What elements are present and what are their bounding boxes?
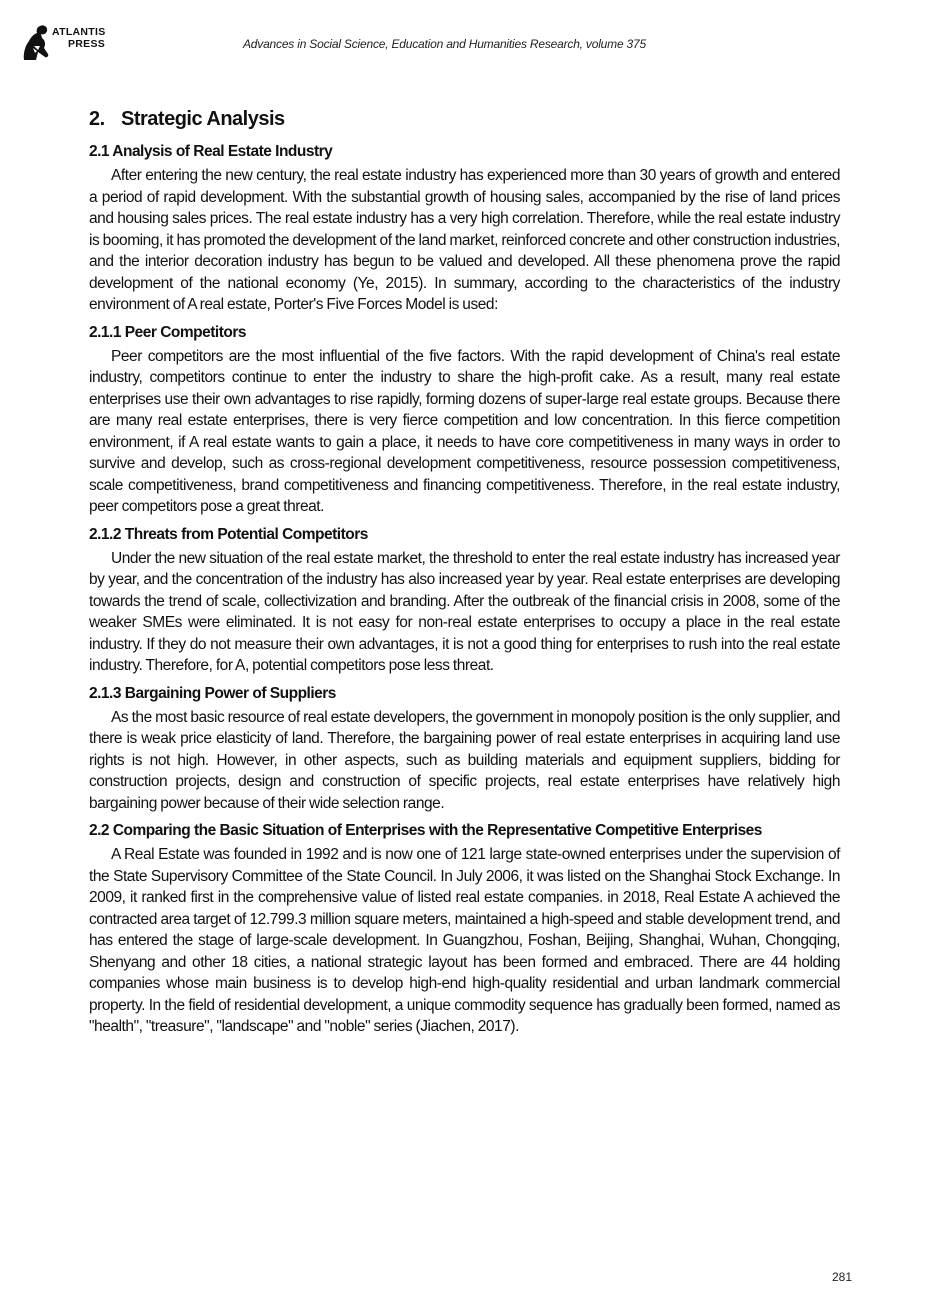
publisher-logo bbox=[22, 24, 122, 64]
paragraph: After entering the new century, the real estate industry has experienced more than 30 years of growth and entered a period of rapid development. With the substantial growth of housing sales, accompanied by the rise of land prices and housing sales prices. The real estate industry has a very high correlation. Therefore, while the real estate industry is booming, it has promoted the development of the land market, reinforced concrete and other construction industries, and the interior decoration industry has begun to be valued and developed. All these phenomena prove the rapid development of the national economy (Ye, 2015). In summary, according to the characteristics of the industry environment of A real estate, Porter's Five Forces Model is used: bbox=[89, 167, 840, 313]
paragraph: Peer competitors are the most influential of the five factors. With the rapid development of China's real estate industry, competitors continue to enter the industry to share the high-profit cake. As a result, many real estate enterprises use their own advantages to rise rapidly, forming dozens of super-large real estate groups. Because there are many real estate enterprises, there is very fierce competition and low concentration. In this fierce competition environment, if A real estate wants to gain a place, it needs to have core competitiveness in many ways in order to survive and develop, such as cross-regional development competitiveness, resource possession competitiveness, scale competitiveness, brand competitiveness and financing competitiveness. Therefore, in the real estate industry, peer competitors pose a great threat. bbox=[89, 347, 840, 515]
paragraph: Under the new situation of the real estate market, the threshold to enter the real estate industry has increased year by year, and the concentration of the industry has also increased year by year. Real estate enterprises are developing towards the trend of scale, collectivization and branding. After the outbreak of the financial crisis in 2008, some of the weaker SMEs were eliminated. It is not easy for non-real estate enterprises to occupy a place in the real estate industry. If they do not measure their own advantages, it is not a good thing for enterprises to rush into the real estate industry. Therefore, for A, potential competitors pose less threat. bbox=[89, 549, 840, 674]
paragraph: A Real Estate was founded in 1992 and is now one of 121 large state-owned enterprises under the supervision of the State Supervisory Committee of the State Council. In July 2006, it was listed on the Shanghai Stock Exchange. In 2009, it ranked first in the comprehensive value of listed real estate companies. in 2018, Real Estate A achieved the contracted area target of 12.799.3 million square meters, maintained a high-speed and stable development trend, and has entered the stage of large-scale development. In Guangzhou, Foshan, Beijing, Shanghai, Wuhan, Chongqing, Shenyang and other 18 cities, a national strategic layout has been formed and embraced. There are 44 holding companies whose main business is to develop high-end high-quality residential and urban landmark commercial property. In the field of residential development, a unique commodity sequence has gradually been formed, named as "health", "treasure", "landscape" and "noble" series (Jiachen, 2017). bbox=[89, 846, 840, 1035]
section-title bbox=[89, 108, 840, 131]
section-number: 2. bbox=[89, 108, 105, 130]
page-body bbox=[89, 108, 840, 1046]
subsection-heading: 2.1.1 Peer Competitors bbox=[89, 323, 246, 341]
subsection-heading: 2.1.3 Bargaining Power of Suppliers bbox=[89, 684, 336, 702]
subsection-heading: 2.1.2 Threats from Potential Competitors bbox=[89, 525, 368, 543]
logo-line-1: ATLANTIS bbox=[52, 26, 106, 38]
running-head: Advances in Social Science, Education and Humanities Research, volume 375 bbox=[243, 37, 646, 51]
thinker-silhouette-icon bbox=[22, 24, 52, 62]
subsection-heading: 2.2 Comparing the Basic Situation of Enterprises with the Representative Competitive Enterprises bbox=[89, 822, 762, 839]
subsection-heading: 2.1 Analysis of Real Estate Industry bbox=[89, 143, 333, 160]
logo-line-2: PRESS bbox=[68, 38, 106, 50]
page-number: 281 bbox=[832, 1270, 853, 1284]
paragraph: As the most basic resource of real estate developers, the government in monopoly position is the only supplier, and there is weak price elasticity of land. Therefore, the bargaining power of real estate enterprises in acquiring land use rights is not high. However, in other aspects, such as building materials and equipment suppliers, bidding for construction projects, design and construction of specific projects, real estate enterprises have relatively high bargaining power because of their wide selection range. bbox=[89, 708, 840, 812]
section-title-text: Strategic Analysis bbox=[121, 108, 285, 130]
